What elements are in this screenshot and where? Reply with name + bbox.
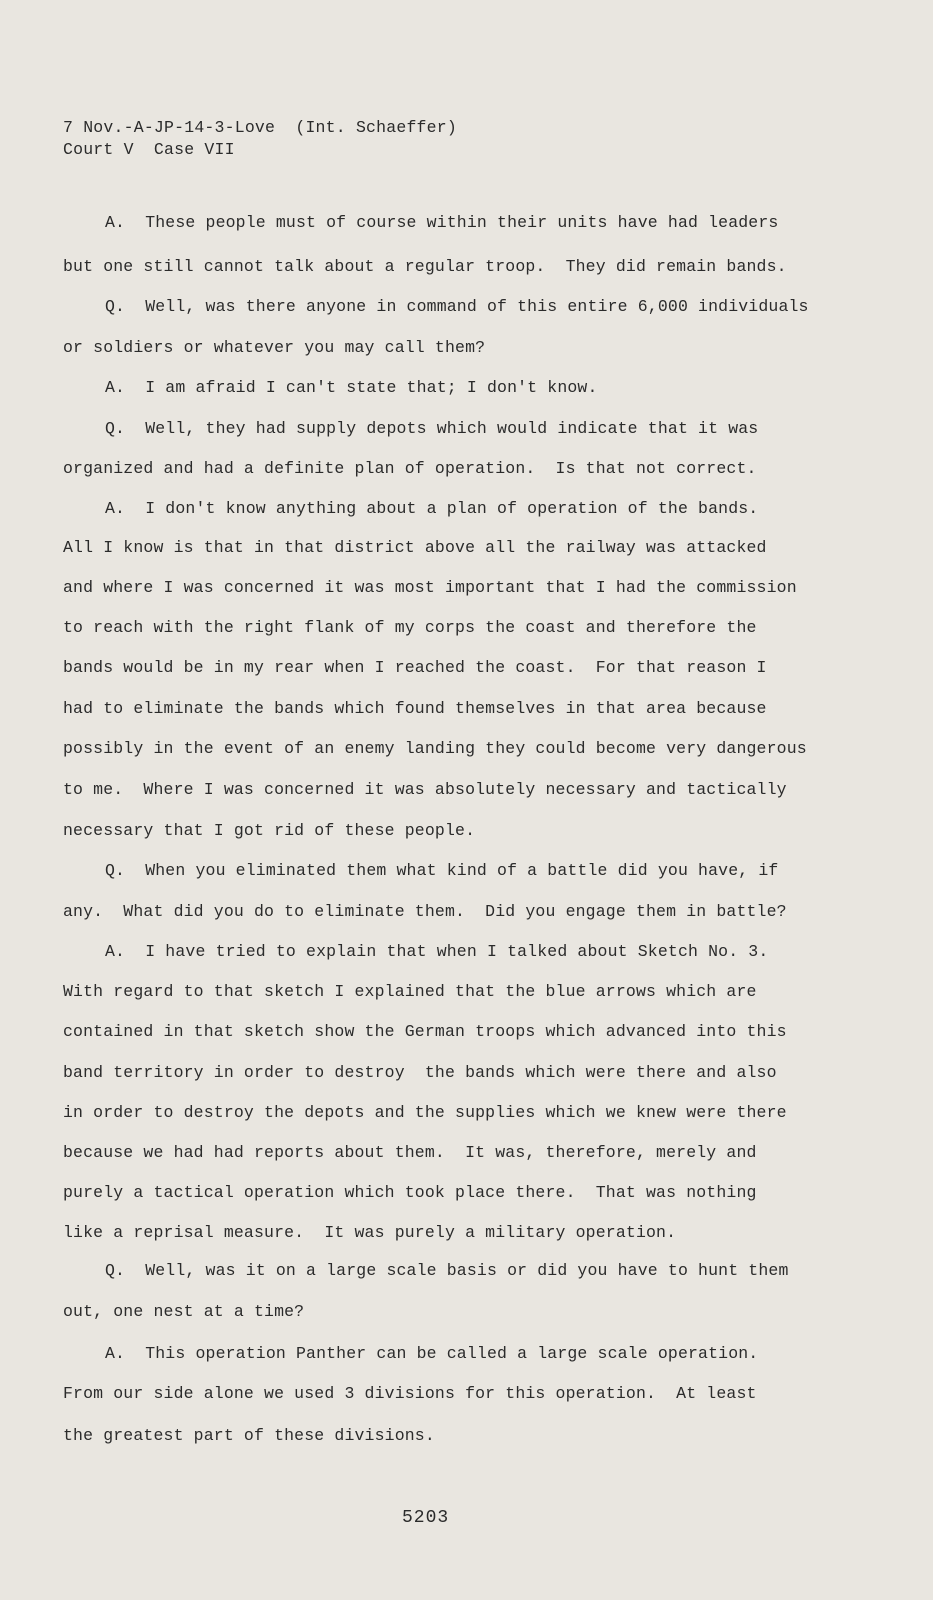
transcript-line: From our side alone we used 3 divisions for this operation. At least — [63, 1384, 757, 1403]
transcript-line: A. I am afraid I can't state that; I don't know. — [105, 378, 598, 397]
transcript-line: any. What did you do to eliminate them. Did you engage them in battle? — [63, 902, 787, 921]
transcript-line: out, one nest at a time? — [63, 1302, 305, 1321]
transcript-line: because we had had reports about them. It was, therefore, merely and — [63, 1143, 757, 1162]
transcript-line: possibly in the event of an enemy landing they could become very dangerous — [63, 739, 807, 758]
transcript-line: but one still cannot talk about a regular troop. They did remain bands. — [63, 257, 787, 276]
transcript-line: had to eliminate the bands which found themselves in that area because — [63, 699, 767, 718]
transcript-line: to me. Where I was concerned it was absolutely necessary and tactically — [63, 780, 787, 799]
transcript-line: necessary that I got rid of these people. — [63, 821, 476, 840]
page-number: 5203 — [402, 1508, 450, 1528]
header-court-case-line: Court V Case VII — [63, 140, 235, 159]
transcript-line: contained in that sketch show the German troops which advanced into this — [63, 1022, 787, 1041]
transcript-line: A. These people must of course within their units have had leaders — [105, 213, 779, 232]
transcript-line: or soldiers or whatever you may call them? — [63, 338, 486, 357]
transcript-line: A. This operation Panther can be called a large scale operation. — [105, 1344, 759, 1363]
transcript-line: like a reprisal measure. It was purely a military operation. — [63, 1223, 677, 1242]
transcript-line: Q. When you eliminated them what kind of a battle did you have, if — [105, 861, 779, 880]
transcript-line: and where I was concerned it was most important that I had the commission — [63, 578, 797, 597]
transcript-line: With regard to that sketch I explained that the blue arrows which are — [63, 982, 757, 1001]
transcript-line: to reach with the right flank of my corps the coast and therefore the — [63, 618, 757, 637]
transcript-line: A. I don't know anything about a plan of operation of the bands. — [105, 499, 759, 518]
transcript-line: bands would be in my rear when I reached the coast. For that reason I — [63, 658, 767, 677]
transcript-line: Q. Well, was it on a large scale basis or did you have to hunt them — [105, 1261, 789, 1280]
header-reference-line: 7 Nov.-A-JP-14-3-Love (Int. Schaeffer) — [63, 118, 457, 137]
transcript-line: Q. Well, they had supply depots which would indicate that it was — [105, 419, 759, 438]
transcript-line: in order to destroy the depots and the supplies which we knew were there — [63, 1103, 787, 1122]
transcript-line: A. I have tried to explain that when I talked about Sketch No. 3. — [105, 942, 769, 961]
transcript-line: organized and had a definite plan of operation. Is that not correct. — [63, 459, 757, 478]
transcript-line: band territory in order to destroy the bands which were there and also — [63, 1063, 777, 1082]
transcript-line: purely a tactical operation which took place there. That was nothing — [63, 1183, 757, 1202]
transcript-line: the greatest part of these divisions. — [63, 1426, 435, 1445]
transcript-line: All I know is that in that district above all the railway was attacked — [63, 538, 767, 557]
transcript-line: Q. Well, was there anyone in command of this entire 6,000 individuals — [105, 297, 809, 316]
